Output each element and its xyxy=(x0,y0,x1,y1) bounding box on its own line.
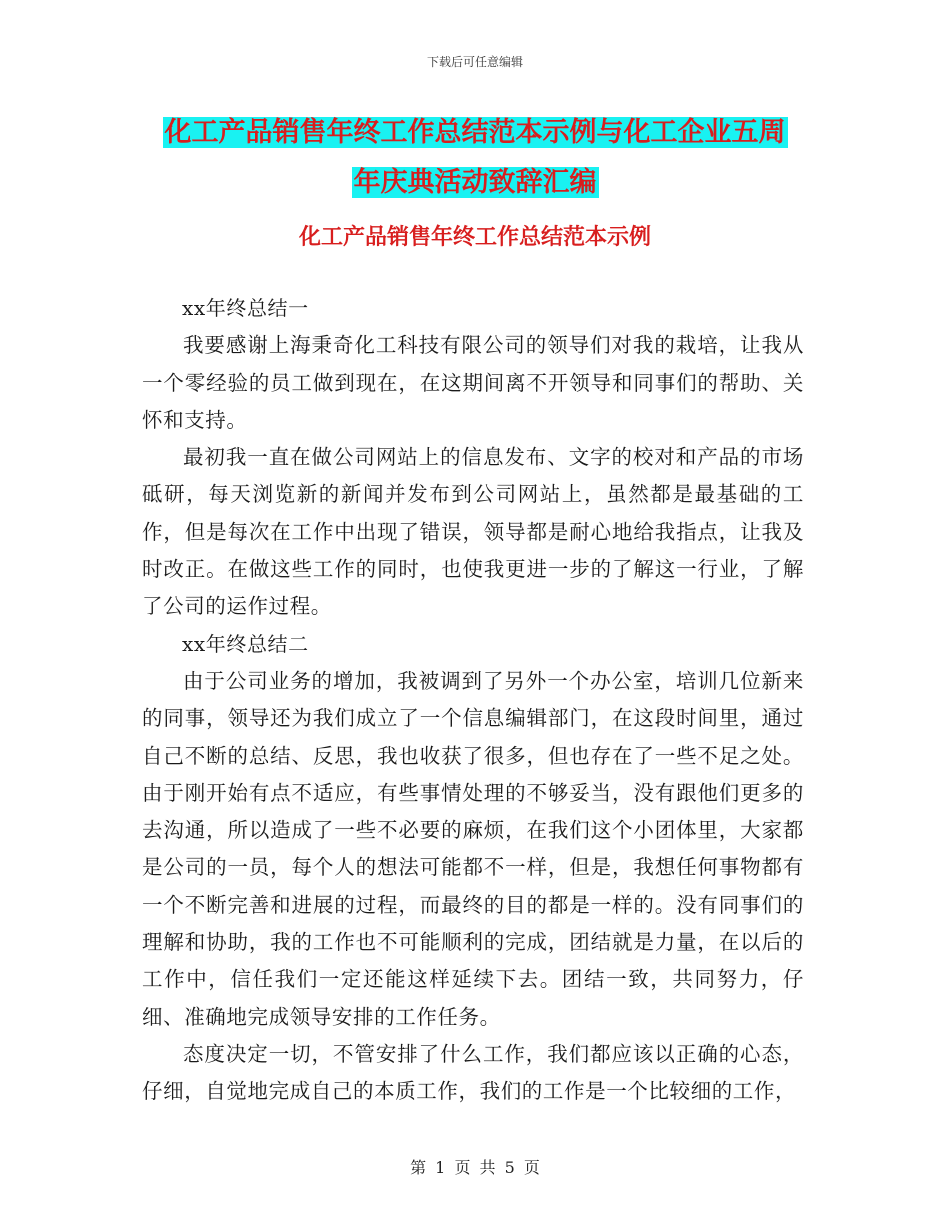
document-title xyxy=(150,108,800,208)
section-title: 化工产品销售年终工作总结范本示例 xyxy=(298,225,651,250)
paragraph: 最初我一直在做公司网站上的信息发布、文字的校对和产品的市场砥研，每天浏览新的新闻并发布到公司网站上，虽然都是最基础的工作，但是每次在工作中出现了错误，领导都是耐心地给我指点，让我及时改正。在做这些工作的同时，也使我更进一步的了解这一行业，了解了公司的运作过程。 xyxy=(142,445,804,619)
document-title-line-1: 化工产品销售年终工作总结范本示例与化工企业五周 xyxy=(164,117,786,148)
page-header-note: 下载后可任意编辑 xyxy=(426,55,523,69)
document-body xyxy=(142,290,804,1111)
subheading-summary-1: xx年终总结一 xyxy=(182,296,309,320)
paragraph: 由于公司业务的增加，我被调到了另外一个办公室，培训几位新来的同事，领导还为我们成立了一个信息编辑部门，在这段时间里，通过自己不断的总结、反思，我也收获了很多，但也存在了一些不足之处。由于刚开始有点不适应，有些事情处理的不够妥当，没有跟他们更多的去沟通，所以造成了一些不必要的麻烦，在我们这个小团体里，大家都是公司的一员，每个人的想法可能都不一样，但是，我想任何事物都有一个不断完善和进展的过程，而最终的目的都是一样的。没有同事们的理解和协助，我的工作也不可能顺利的完成，团结就是力量，在以后的工作中，信任我们一定还能这样延续下去。团结一致，共同努力，仔细、准确地完成领导安排的工作任务。 xyxy=(142,668,804,1029)
document-title-line-2: 年庆典活动致辞汇编 xyxy=(353,167,597,198)
paragraph: 态度决定一切，不管安排了什么工作，我们都应该以正确的心态，仔细，自觉地完成自己的本质工作，我们的工作是一个比较细的工作， xyxy=(142,1041,804,1104)
subheading-summary-2: xx年终总结二 xyxy=(182,631,309,656)
paragraph: 我要感谢上海秉奇化工科技有限公司的领导们对我的栽培，让我从一个零经验的员工做到现在，在这期间离不开领导和同事们的帮助、关怀和支持。 xyxy=(142,333,804,432)
page-number-footer: 第 1 页 共 5 页 xyxy=(410,1158,540,1177)
